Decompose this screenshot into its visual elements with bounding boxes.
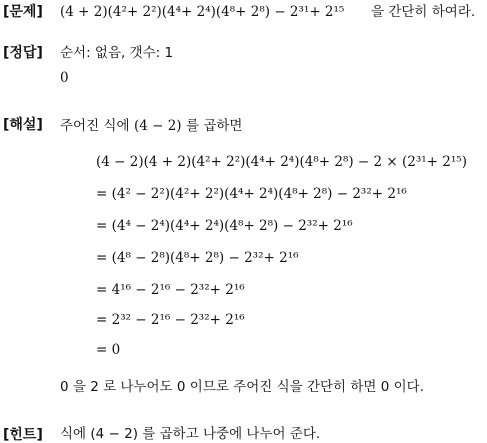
solution-step-2: = (4⁴ − 2⁴)(4⁴+ 2⁴)(4⁸+ 2⁸) − 2³²+ 2¹⁶ <box>96 218 353 234</box>
solution-step-6: = 0 <box>96 342 121 358</box>
solution-step-1: = (4² − 2²)(4²+ 2²)(4⁴+ 2⁴)(4⁸+ 2⁸) − 2³²+ 2¹⁶ <box>96 186 407 202</box>
answer-meta: 순서: 없음, 갯수: 1 <box>60 45 174 61</box>
solution-conclusion: 0 을 2 로 나누어도 0 이므로 주어진 식을 간단히 하면 0 이다. <box>60 379 425 395</box>
solution-step-4: = 4¹⁶ − 2¹⁶ − 2³²+ 2¹⁶ <box>96 282 245 298</box>
problem-instruction: 을 간단히 하여라. <box>371 4 476 20</box>
solution-intro-prefix: 주어진 식에 <box>60 118 130 134</box>
answer-value: 0 <box>60 70 69 86</box>
problem-label: [문제] <box>3 4 43 20</box>
solution-intro-suffix: 를 곱하면 <box>186 118 243 134</box>
solution-step-3: = (4⁸ − 2⁸)(4⁸+ 2⁸) − 2³²+ 2¹⁶ <box>96 250 299 266</box>
solution-intro <box>60 119 242 134</box>
solution-intro-expr: (4 − 2) <box>133 118 182 134</box>
hint-label: [힌트] <box>3 427 43 443</box>
solution-step-0: (4 − 2)(4 + 2)(4²+ 2²)(4⁴+ 2⁴)(4⁸+ 2⁸) − 2 × (2³¹+ 2¹⁵) <box>96 154 467 170</box>
problem-expression: (4 + 2)(4²+ 2²)(4⁴+ 2⁴)(4⁸+ 2⁸) − 2³¹+ 2¹⁵ <box>60 4 345 20</box>
answer-label: [정답] <box>3 45 43 61</box>
solution-step-5: = 2³² − 2¹⁶ − 2³²+ 2¹⁶ <box>96 312 245 328</box>
hint-text: 식에 (4 − 2) 를 곱하고 나중에 나누어 준다. <box>60 426 321 442</box>
solution-label: [해설] <box>3 117 43 133</box>
